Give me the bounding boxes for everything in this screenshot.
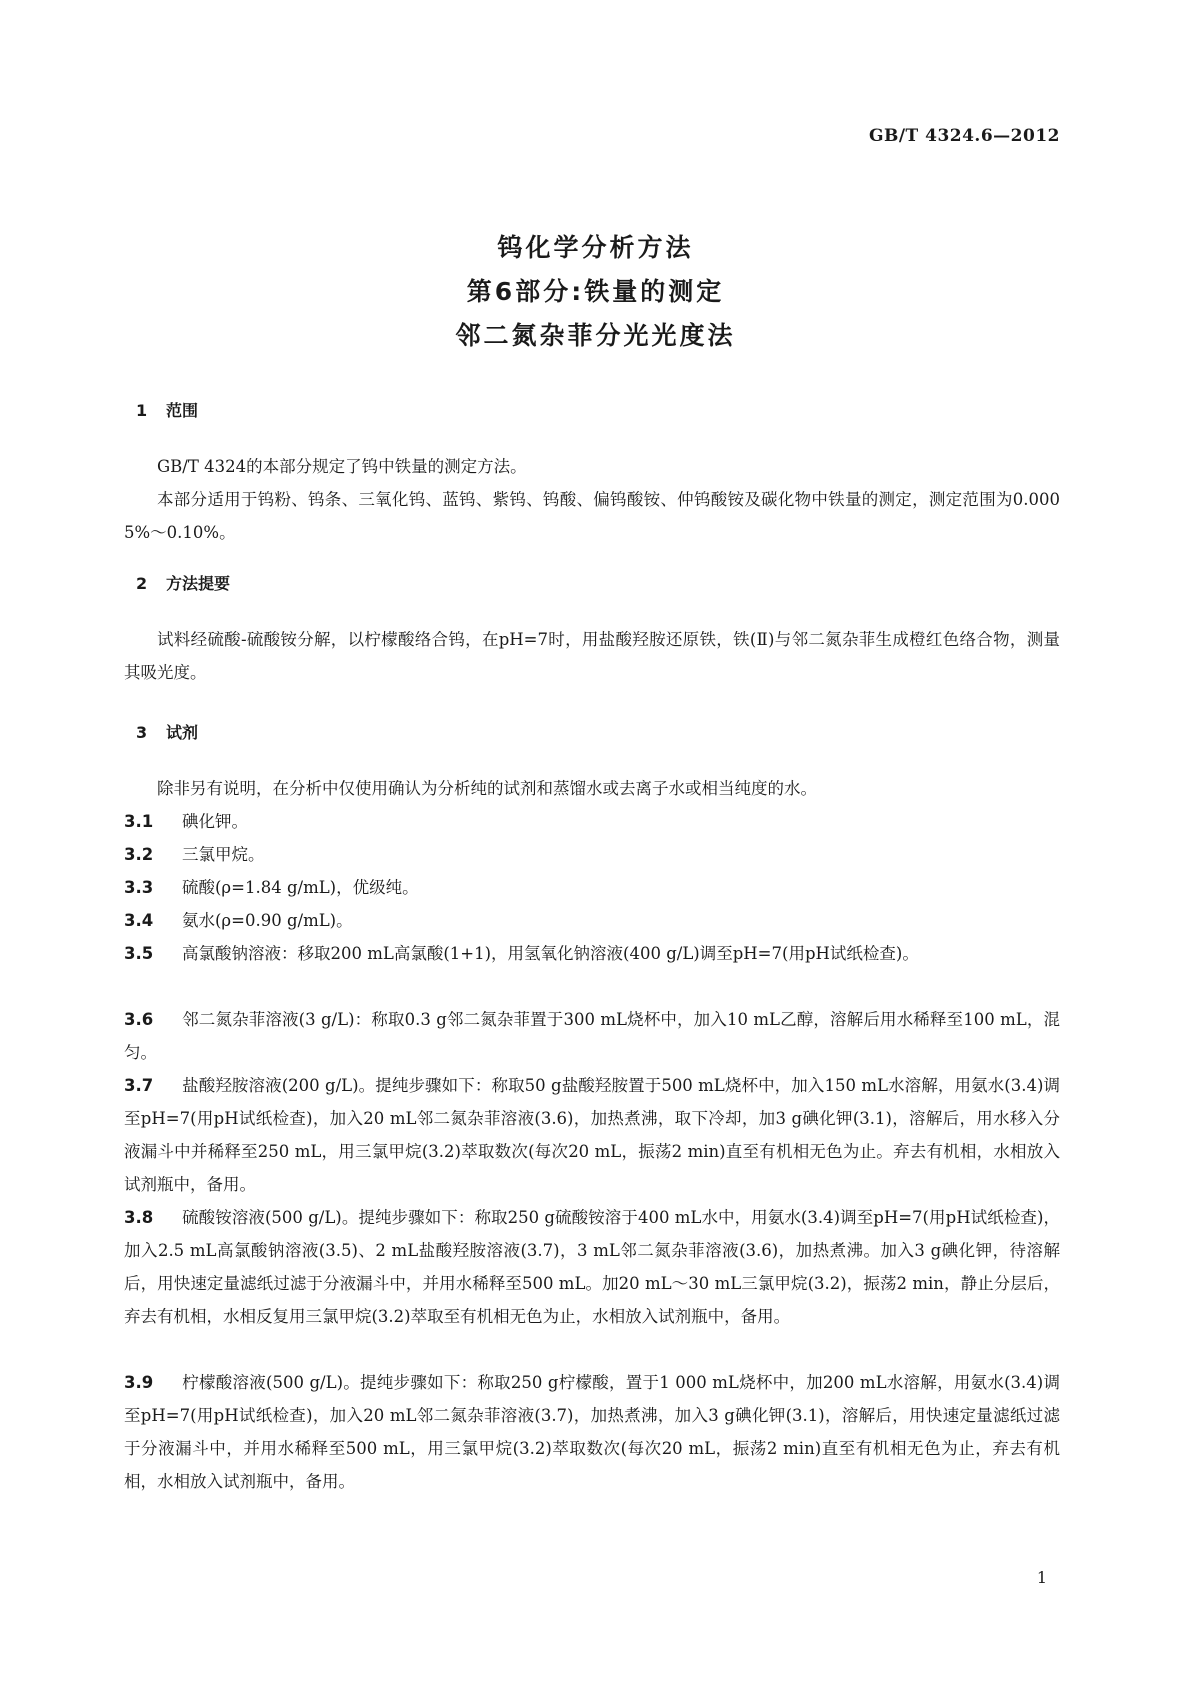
section-3-number: 3 (136, 723, 148, 742)
reagent-text: 盐酸羟胺溶液(200 g/L)。提纯步骤如下：称取50 g盐酸羟胺置于500 mL烧杯中，加入150 mL水溶解，用氨水(3.4)调至pH=7(用pH试纸检查)，加入20 mL邻二氮杂菲溶液(3.6)，加热煮沸，取下冷却，加3 g碘化钾(3.1)，溶解后，用水移入分液漏斗中并稀释至250 mL，用三氯甲烷(3.2)萃取数次(每次20 mL，振荡2 min)直至有机相无色为止。弃去有机相，水相放入试剂瓶中，备用。 (124, 1076, 1060, 1194)
section-1-heading (136, 398, 198, 421)
reagent-item (124, 1069, 1060, 1201)
reagent-text: 邻二氮杂菲溶液(3 g/L)：称取0.3 g邻二氮杂菲置于300 mL烧杯中，加入10 mL乙醇，溶解后用水稀释至100 mL，混匀。 (124, 1010, 1060, 1062)
page-number: 1 (1036, 1568, 1047, 1587)
section-1-number: 1 (136, 401, 148, 420)
reagent-number: 3.3 (124, 878, 154, 897)
reagent-number: 3.1 (124, 812, 154, 831)
section-1-title: 范围 (166, 401, 199, 420)
section-3-heading (136, 720, 198, 743)
reagent-item (124, 1366, 1060, 1498)
section-1-paragraph-1: GB/T 4324的本部分规定了钨中铁量的测定方法。 (157, 457, 527, 476)
section-1-paragraph-2: 本部分适用于钨粉、钨条、三氧化钨、蓝钨、紫钨、钨酸、偏钨酸铵、仲钨酸铵及碳化物中铁量的测定，测定范围为0.000 5%～0.10%。 (124, 490, 1060, 542)
section-2-title: 方法提要 (166, 574, 231, 593)
reagent-number: 3.5 (124, 944, 154, 963)
reagent-item (124, 937, 1060, 970)
reagent-number: 3.9 (124, 1373, 154, 1392)
reagent-text: 柠檬酸溶液(500 g/L)。提纯步骤如下：称取250 g柠檬酸，置于1 000 mL烧杯中，加200 mL水溶解，用氨水(3.4)调至pH=7(用pH试纸检查)，加入20 mL邻二氮杂菲溶液(3.7)，加热煮沸，加入3 g碘化钾(3.1)，溶解后，用快速定量滤纸过滤于分液漏斗中，并用水稀释至500 mL，用三氯甲烷(3.2)萃取数次(每次20 mL，振荡2 min)直至有机相无色为止，弃去有机相，水相放入试剂瓶中，备用。 (124, 1373, 1060, 1491)
document-title (0, 226, 1191, 358)
reagent-text: 硫酸铵溶液(500 g/L)。提纯步骤如下：称取250 g硫酸铵溶于400 mL水中，用氨水(3.4)调至pH=7(用pH试纸检查)，加入2.5 mL高氯酸钠溶液(3.5)、2 mL盐酸羟胺溶液(3.7)，3 mL邻二氮杂菲溶液(3.6)，加热煮沸。加入3 g碘化钾，待溶解后，用快速定量滤纸过滤于分液漏斗中，并用水稀释至500 mL。加20 mL～30 mL三氯甲烷(3.2)，振荡2 min，静止分层后，弃去有机相，水相反复用三氯甲烷(3.2)萃取至有机相无色为止，水相放入试剂瓶中，备用。 (124, 1208, 1060, 1326)
reagent-text: 碘化钾。 (182, 812, 248, 831)
title-line-1: 钨化学分析方法 (497, 233, 694, 262)
reagent-number: 3.2 (124, 845, 154, 864)
reagent-text: 氨水(ρ=0.90 g/mL)。 (182, 911, 353, 930)
reagent-number: 3.6 (124, 1010, 154, 1029)
reagent-item (124, 1201, 1060, 1333)
reagent-number: 3.4 (124, 911, 154, 930)
reagent-item (124, 904, 1060, 937)
section-2-heading (136, 571, 230, 594)
section-3-intro: 除非另有说明，在分析中仅使用确认为分析纯的试剂和蒸馏水或去离子水或相当纯度的水。 (157, 779, 817, 798)
standard-number: GB/T 4324.6—2012 (868, 126, 1060, 146)
title-line-2: 第6部分:铁量的测定 (466, 277, 725, 306)
reagent-text: 三氯甲烷。 (182, 845, 265, 864)
reagent-item (124, 1003, 1060, 1069)
reagent-item (124, 871, 1060, 904)
section-2-number: 2 (136, 574, 148, 593)
reagent-item (124, 838, 1060, 871)
section-3-title: 试剂 (166, 723, 199, 742)
reagent-text: 高氯酸钠溶液：移取200 mL高氯酸(1+1)，用氢氧化钠溶液(400 g/L)调至pH=7(用pH试纸检查)。 (182, 944, 919, 963)
reagent-item (124, 805, 1060, 838)
title-line-3: 邻二氮杂菲分光光度法 (455, 321, 736, 350)
reagent-number: 3.7 (124, 1076, 154, 1095)
reagent-text: 硫酸(ρ=1.84 g/mL)，优级纯。 (182, 878, 419, 897)
reagent-number: 3.8 (124, 1208, 154, 1227)
section-2-paragraph-1: 试料经硫酸-硫酸铵分解，以柠檬酸络合钨，在pH=7时，用盐酸羟胺还原铁，铁(Ⅱ)与邻二氮杂菲生成橙红色络合物，测量其吸光度。 (124, 630, 1060, 682)
